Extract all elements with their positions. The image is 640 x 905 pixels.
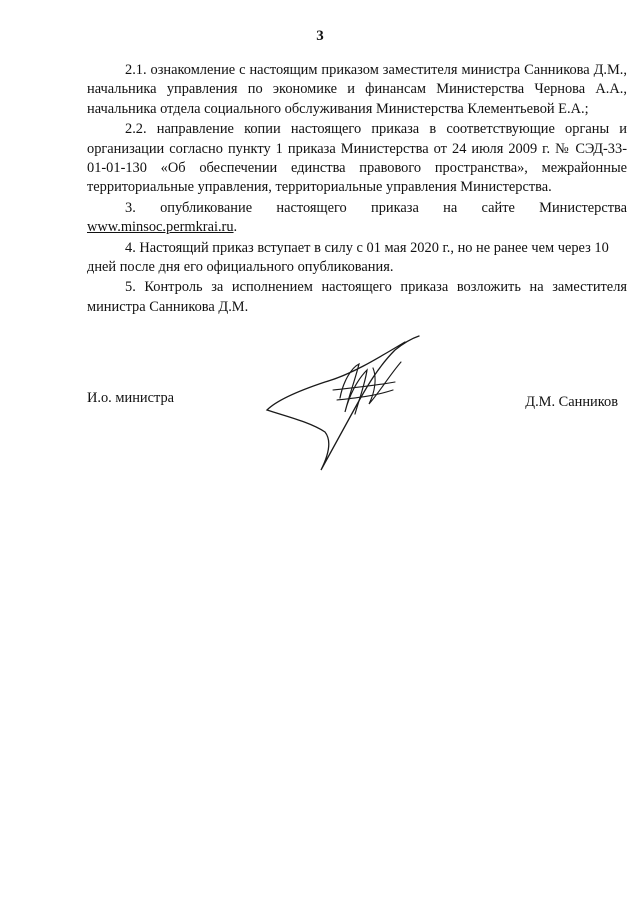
- paragraph-2-2: 2.2. направление копии настоящего приказа в соответствующие органы и организации согласно пункту 1 приказа Министерства от 24 июля 2009 г. № СЭД-33-01-01-130 «Об обеспечении единства правового пространства», межрайонные территориальные управления, территориальные управления Министерства.: [87, 121, 627, 196]
- website-suffix: .: [233, 219, 238, 236]
- document-body: [87, 61, 627, 318]
- paragraph-2-1: 2.1. ознакомление с настоящим приказом заместителя министра Санникова Д.М., начальника управления по экономике и финансам Министерства Чернова А.А., начальника отдела социального обслуживания Министерства Клементьевой Е.А.;: [87, 62, 627, 117]
- signatory-name: Д.М. Санников: [525, 394, 618, 410]
- paragraph-5: 5. Контроль за исполнением настоящего приказа возложить на заместителя министра Санникова Д.М.: [87, 279, 627, 315]
- paragraph-3-text: 3. опубликование настоящего приказа на сайте Министерства: [125, 199, 627, 216]
- paragraph-4: 4. Настоящий приказ вступает в силу с 01 мая 2020 г., но не ранее чем через 10 дней после дня его официального опубликования.: [87, 239, 609, 276]
- paragraph-3: [87, 199, 627, 238]
- handwritten-signature: [255, 320, 435, 480]
- signatory-title: И.о. министра: [87, 390, 175, 406]
- website-link[interactable]: www.minsoc.permkrai.ru: [87, 219, 234, 236]
- page-number: 3: [316, 28, 324, 44]
